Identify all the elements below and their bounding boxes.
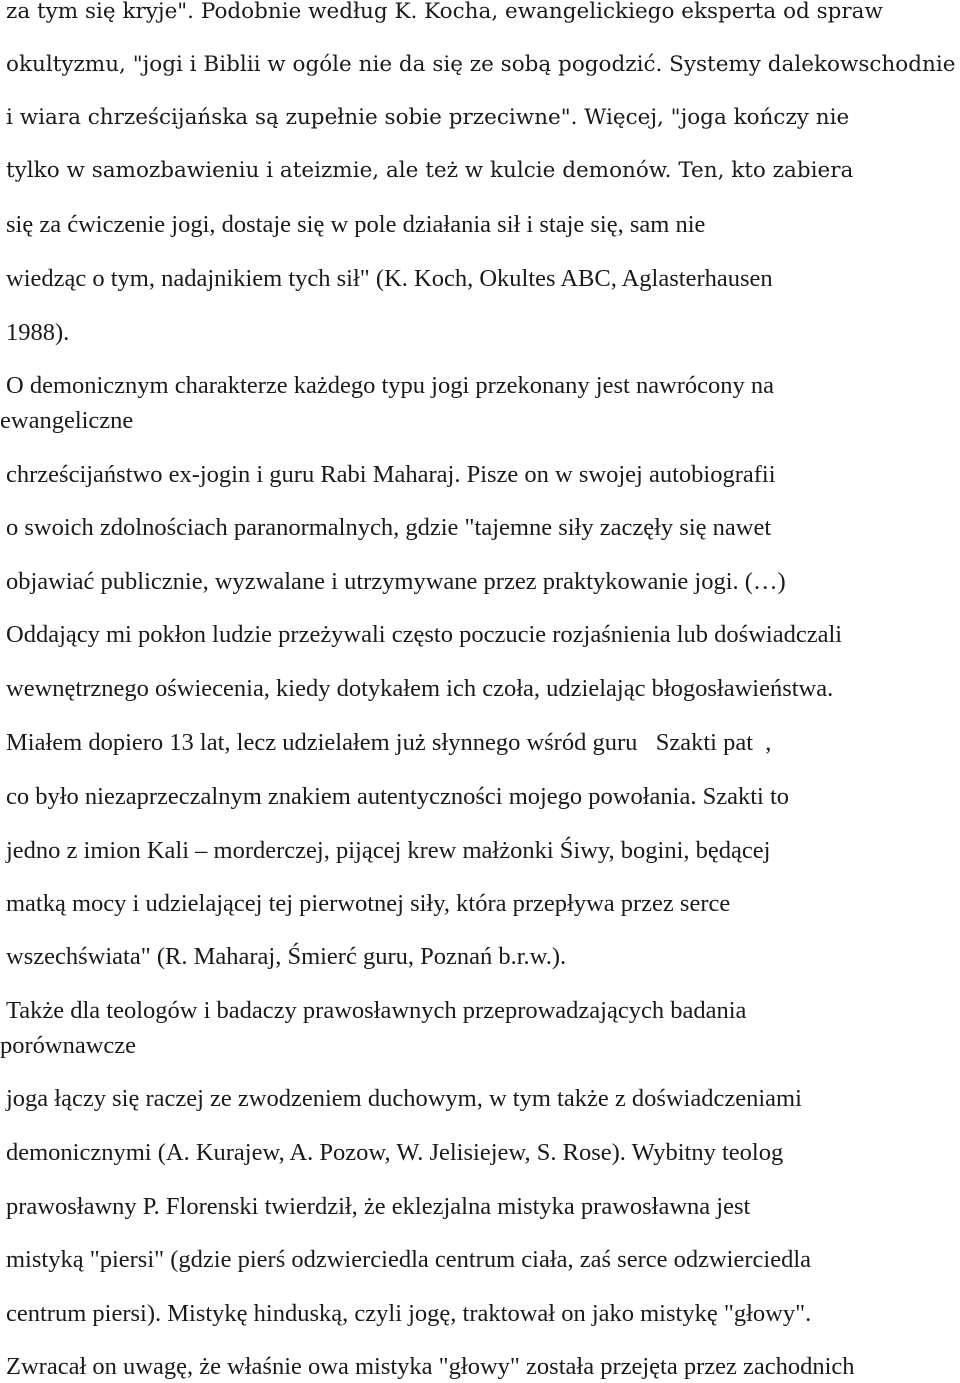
text-line-15: Miałem dopiero 13 lat, lecz udzielałem już słynnego wśród guru Szakti pat , (6, 729, 772, 756)
text-line-13: Oddający mi pokłon ludzie przeżywali często poczucie rozjaśnienia lub doświadczali (6, 621, 843, 648)
text-line-8: O demonicznym charakterze każdego typu jogi przekonany jest nawrócony na (6, 372, 775, 399)
text-line-26: centrum piersi). Mistykę hinduską, czyli jogę, traktował on jako mistykę "głowy". (6, 1300, 812, 1327)
text-line-19: wszechświata" (R. Maharaj, Śmierć guru, Poznań b.r.w.). (6, 943, 567, 970)
text-line-18: matką mocy i udzielającej tej pierwotnej siły, która przepływa przez serce (6, 890, 731, 917)
text-line-7: 1988). (6, 319, 70, 346)
text-line-6: wiedząc o tym, nadajnikiem tych sił" (K. Koch, Okultes ABC, Aglasterhausen (6, 265, 773, 292)
text-line-12: objawiać publicznie, wyzwalane i utrzymywane przez praktykowanie jogi. (…) (6, 568, 786, 595)
text-line-23: demonicznymi (A. Kurajew, A. Pozow, W. Jelisiejew, S. Rose). Wybitny teolog (6, 1139, 784, 1166)
text-line-11: o swoich zdolnościach paranormalnych, gdzie "tajemne siły zaczęły się nawet (6, 514, 772, 541)
text-line-27: Zwracał on uwagę, że właśnie owa mistyka "głowy" została przejęta przez zachodnich (6, 1353, 855, 1380)
text-line-5: się za ćwiczenie jogi, dostaje się w pole działania sił i staje się, sam nie (6, 211, 706, 238)
text-line-14: wewnętrznego oświecenia, kiedy dotykałem ich czoła, udzielając błogosławieństwa. (6, 675, 834, 702)
text-line-1: za tym się kryje". Podobnie według K. Kocha, ewangelickiego eksperta od spraw (6, 0, 883, 24)
text-line-16: co było niezaprzeczalnym znakiem autentyczności mojego powołania. Szakti to (6, 783, 790, 810)
text-line-22: joga łączy się raczej ze zwodzeniem duchowym, w tym także z doświadczeniami (6, 1085, 802, 1112)
text-line-24: prawosławny P. Florenski twierdził, że eklezjalna mistyka prawosławna jest (6, 1193, 751, 1220)
text-line-4: tylko w samozbawieniu i ateizmie, ale też w kulcie demonów. Ten, kto zabiera (6, 158, 854, 183)
text-line-20: Także dla teologów i badaczy prawosławnych przeprowadzających badania (6, 997, 747, 1024)
text-line-25: mistyką "piersi" (gdzie pierś odzwierciedla centrum ciała, zaś serce odzwierciedla (6, 1246, 811, 1273)
text-line-21: porównawcze (0, 1032, 137, 1059)
text-line-3: i wiara chrześcijańska są zupełnie sobie przeciwne". Więcej, "joga kończy nie (6, 105, 850, 130)
text-line-10: chrześcijaństwo ex-jogin i guru Rabi Maharaj. Pisze on w swojej autobiografii (6, 461, 776, 488)
text-line-2: okultyzmu, "jogi i Biblii w ogóle nie da się ze sobą pogodzić. Systemy dalekowschodnie (6, 52, 956, 77)
text-line-17: jedno z imion Kali – morderczej, pijącej krew małżonki Śiwy, bogini, będącej (6, 837, 771, 864)
text-line-9: ewangeliczne (0, 407, 134, 434)
